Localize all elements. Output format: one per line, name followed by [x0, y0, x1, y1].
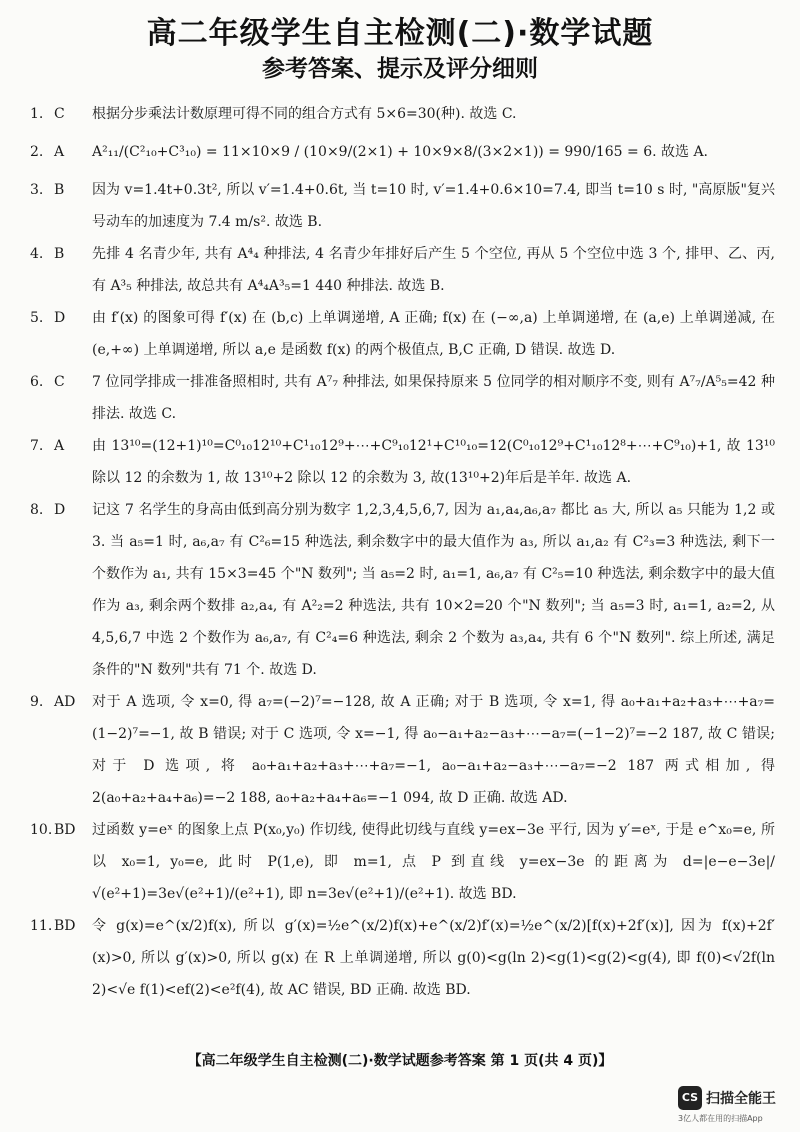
- answer-choice: A: [54, 438, 65, 454]
- question-number: 10.: [30, 822, 53, 838]
- answer-choice: D: [54, 502, 66, 518]
- question-number: 6.: [30, 374, 44, 390]
- answer-list: [30, 98, 775, 1006]
- answer-choice: AD: [54, 694, 76, 710]
- cs-logo-icon: CS: [678, 1086, 702, 1110]
- answer-explanation: 根据分步乘法计数原理可得不同的组合方式有 5×6=30(种). 故选 C.: [92, 106, 517, 122]
- answer-item-8: [30, 494, 775, 686]
- answer-choice: B: [54, 246, 65, 262]
- question-number: 2.: [30, 144, 44, 160]
- question-number: 1.: [30, 106, 44, 122]
- answer-explanation: 由 f′(x) 的图象可得 f′(x) 在 (b,c) 上单调递增, A 正确; f(x) 在 (−∞,a) 上单调递增, 在 (a,e) 上单调递减, 在 (e,+∞) 上单调递增, 所以 a,e 是函数 f(x) 的两个极值点, B,C 正确, D 错误. 故选 D.: [92, 310, 775, 358]
- question-number: 8.: [30, 502, 44, 518]
- answer-explanation: A²₁₁/(C²₁₀+C³₁₀) = 11×10×9 / (10×9/(2×1) + 10×9×8/(3×2×1)) = 990/165 = 6. 故选 A.: [92, 144, 709, 160]
- answer-item-1: [30, 98, 775, 130]
- answer-explanation: 先排 4 名青少年, 共有 A⁴₄ 种排法, 4 名青少年排好后产生 5 个空位, 再从 5 个空位中选 3 个, 排甲、乙、丙, 有 A³₅ 种排法, 故总共有 A⁴₄A³₅=1 440 种排法. 故选 B.: [92, 246, 775, 294]
- page-subtitle: 参考答案、提示及评分细则: [262, 56, 538, 82]
- answer-item-6: [30, 366, 775, 430]
- answer-explanation: 令 g(x)=e^(x/2)f(x), 所以 g′(x)=½e^(x/2)f(x)+e^(x/2)f′(x)=½e^(x/2)[f(x)+2f′(x)], 因为 f(x)+2f′(x)>0, 所以 g′(x)>0, 所以 g(x) 在 R 上单调递增, 所以 g(0)<g(ln 2)<g(1)<g(2)<g(4), 即 f(0)<√2f(ln 2)<√e f(1)<ef(2)<e²f(4), 故 AC 错误, BD 正确. 故选 BD.: [92, 918, 775, 998]
- answer-choice: D: [54, 310, 66, 326]
- answer-item-10: [30, 814, 775, 910]
- scanner-tagline: 3亿人都在用的扫描App: [678, 1114, 763, 1123]
- answer-explanation: 由 13¹⁰=(12+1)¹⁰=C⁰₁₀12¹⁰+C¹₁₀12⁹+⋯+C⁹₁₀12¹+C¹⁰₁₀=12(C⁰₁₀12⁹+C¹₁₀12⁸+⋯+C⁹₁₀)+1, 故 13¹⁰ 除以 12 的余数为 1, 故 13¹⁰+2 除以 12 的余数为 3, 故(13¹⁰+2)年后是羊年. 故选 A.: [92, 438, 775, 486]
- answer-item-5: [30, 302, 775, 366]
- page-footer: 【高二年级学生自主检测(二)·数学试题参考答案 第 1 页(共 4 页)】: [187, 1053, 613, 1069]
- page-title: 高二年级学生自主检测(二)·数学试题: [146, 16, 654, 51]
- answer-item-4: [30, 238, 775, 302]
- answer-item-2: [30, 136, 775, 168]
- answer-choice: A: [54, 144, 65, 160]
- answer-item-3: [30, 174, 775, 238]
- answer-explanation: 因为 v=1.4t+0.3t², 所以 v′=1.4+0.6t, 当 t=10 时, v′=1.4+0.6×10=7.4, 即当 t=10 s 时, "高原版"复兴号动车的加速度为 7.4 m/s². 故选 B.: [92, 182, 775, 230]
- answer-explanation: 过函数 y=eˣ 的图象上点 P(x₀,y₀) 作切线, 使得此切线与直线 y=ex−3e 平行, 因为 y′=eˣ, 于是 e^x₀=e, 所以 x₀=1, y₀=e, 此时 P(1,e), 即 m=1, 点 P 到直线 y=ex−3e 的距离为 d=|e−e−3e|/√(e²+1)=3e√(e²+1)/(e²+1), 即 n=3e√(e²+1)/(e²+1). 故选 BD.: [92, 822, 775, 902]
- answer-choice: BD: [54, 918, 76, 934]
- question-number: 9.: [30, 694, 44, 710]
- answer-choice: B: [54, 182, 65, 198]
- answer-item-9: [30, 686, 775, 814]
- scanner-watermark: [678, 1086, 796, 1126]
- answer-explanation: 对于 A 选项, 令 x=0, 得 a₇=(−2)⁷=−128, 故 A 正确; 对于 B 选项, 令 x=1, 得 a₀+a₁+a₂+a₃+⋯+a₇=(1−2)⁷=−1, 故 B 错误; 对于 C 选项, 令 x=−1, 得 a₀−a₁+a₂−a₃+⋯−a₇=(−1−2)⁷=−2 187, 故 C 错误; 对于 D 选项, 将 a₀+a₁+a₂+a₃+⋯+a₇=−1, a₀−a₁+a₂−a₃+⋯−a₇=−2 187 两式相加, 得 2(a₀+a₂+a₄+a₆)=−2 188, a₀+a₂+a₄+a₆=−1 094, 故 D 正确. 故选 AD.: [92, 694, 775, 806]
- answer-choice: C: [54, 374, 65, 390]
- scanner-app-name: 扫描全能王: [706, 1091, 776, 1107]
- question-number: 5.: [30, 310, 44, 326]
- question-number: 3.: [30, 182, 44, 198]
- question-number: 11.: [30, 918, 53, 934]
- question-number: 7.: [30, 438, 44, 454]
- answer-item-11: [30, 910, 775, 1006]
- answer-choice: BD: [54, 822, 76, 838]
- answer-item-7: [30, 430, 775, 494]
- answer-choice: C: [54, 106, 65, 122]
- answer-explanation: 记这 7 名学生的身高由低到高分别为数字 1,2,3,4,5,6,7, 因为 a₁,a₄,a₆,a₇ 都比 a₅ 大, 所以 a₅ 只能为 1,2 或 3. 当 a₅=1 时, a₆,a₇ 有 C²₆=15 种选法, 剩余数字中的最大值作为 a₃, 所以 a₁,a₂ 有 C²₃=3 种选法, 剩下一个数作为 a₁, 共有 15×3=45 个"N 数列"; 当 a₅=2 时, a₁=1, a₆,a₇ 有 C²₅=10 种选法, 剩余数字中的最大值作为 a₃, 剩余两个数排 a₂,a₄, 有 A²₂=2 种选法, 共有 10×2=20 个"N 数列"; 当 a₅=3 时, a₁=1, a₂=2, 从 4,5,6,7 中选 2 个数作为 a₆,a₇, 有 C²₄=6 种选法, 剩余 2 个数为 a₃,a₄, 共有 6 个"N 数列". 综上所述, 满足条件的"N 数列"共有 71 个. 故选 D.: [92, 502, 775, 678]
- answer-explanation: 7 位同学排成一排准备照相时, 共有 A⁷₇ 种排法, 如果保持原来 5 位同学的相对顺序不变, 则有 A⁷₇/A⁵₅=42 种排法. 故选 C.: [92, 374, 775, 422]
- question-number: 4.: [30, 246, 44, 262]
